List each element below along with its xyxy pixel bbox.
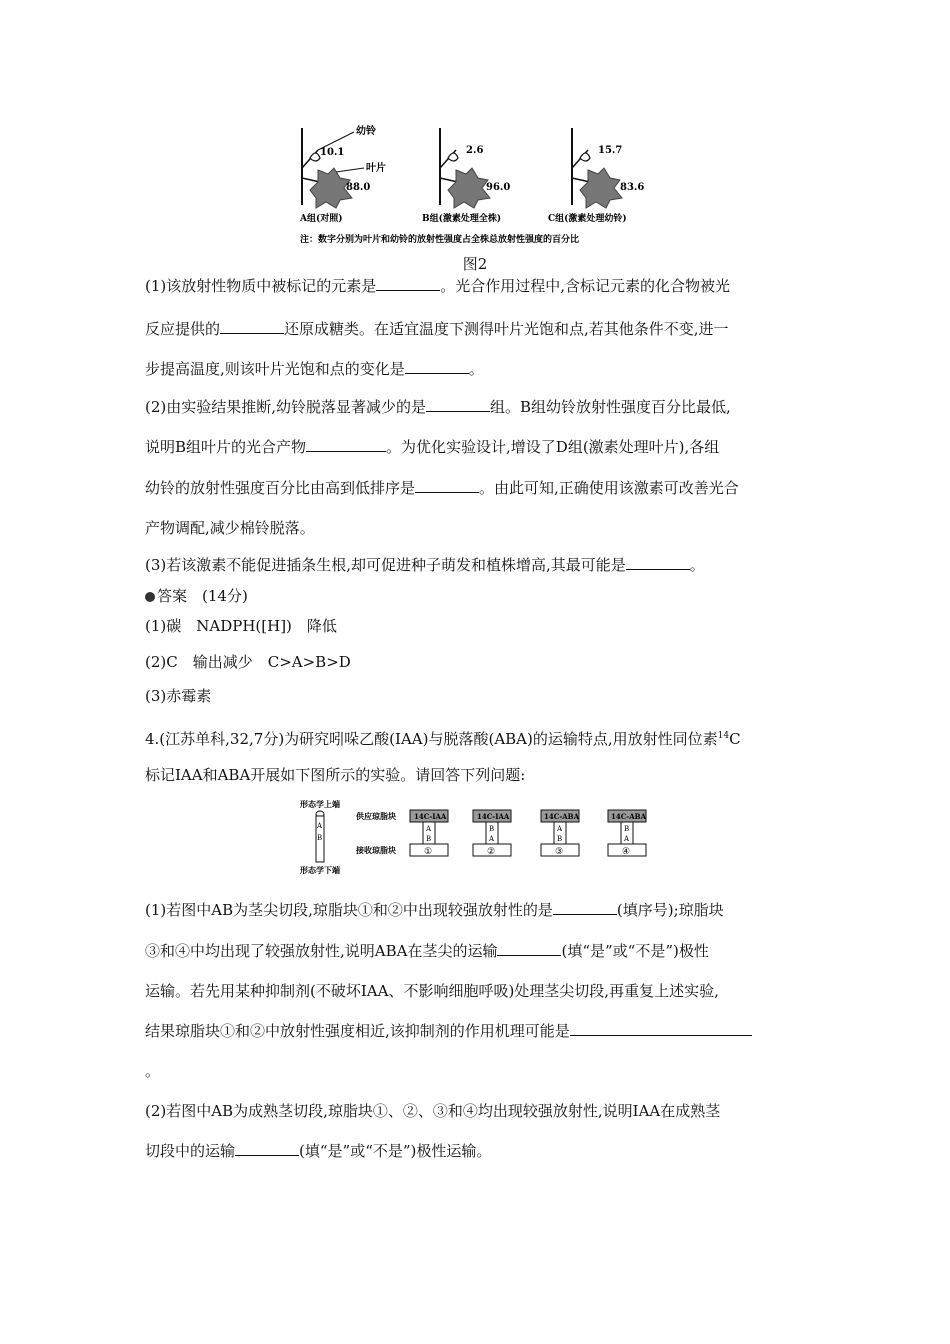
bottom-end-label: 形态学下端 xyxy=(300,865,340,875)
figure-note: 注：数字分别为叶片和幼铃的放射性强度占全株总放射性强度的百分比 xyxy=(300,235,580,245)
leaf-icon xyxy=(580,168,622,208)
q1-line-2: 反应提供的 还原成糖类。在适宜温度下测得叶片光饱和点,若其他条件不变,进一 xyxy=(145,320,729,338)
svg-text:B: B xyxy=(624,825,630,833)
q1-line-3: 步提高温度,则该叶片光饱和点的变化是 。 xyxy=(145,360,484,378)
top-end-label: 形态学上端 xyxy=(300,799,340,809)
group-c-plant xyxy=(548,128,644,224)
svg-text:14C-ABA: 14C-ABA xyxy=(544,812,579,821)
svg-text:②: ② xyxy=(487,847,496,857)
leaf-value-a: 88.0 xyxy=(346,182,371,193)
svg-text:A: A xyxy=(489,835,495,843)
svg-text:14C-ABA: 14C-ABA xyxy=(611,812,646,821)
answer-blank xyxy=(426,397,490,412)
svg-text:A: A xyxy=(426,825,432,833)
svg-text:14C-IAA: 14C-IAA xyxy=(414,812,447,821)
boll-value-a: 10.1 xyxy=(320,147,345,158)
answer-header: 答案 (14分) xyxy=(145,586,248,606)
answer-blank xyxy=(626,555,690,570)
answer-blank xyxy=(553,900,617,915)
answer-3: (3)赤霉素 xyxy=(145,687,212,705)
agar-setup-4 xyxy=(608,810,647,857)
group-b-plant xyxy=(422,128,510,224)
q4-part1-line-4: 结果琼脂块①和②中放射性强度相近,该抑制剂的作用机理可能是 xyxy=(145,1021,752,1041)
caption-a: A组(对照) xyxy=(300,214,343,224)
q4-part2-line-1: (2)若图中AB为成熟茎切段,琼脂块①、②、③和④均出现较强放射性,说明IAA在成熟茎 xyxy=(145,1102,721,1120)
q2-line-3: 幼铃的放射性强度百分比由高到低排序是 。由此可知,正确使用该激素可改善光合 xyxy=(145,479,739,497)
transport-experiment-diagram xyxy=(298,798,652,876)
agar-setup-1 xyxy=(410,810,448,857)
q3-line: (3)若该激素不能促进插条生根,却可促进种子萌发和植株增高,其最可能是 。 xyxy=(145,556,705,574)
figure-2-label: 图2 xyxy=(462,255,488,273)
q4-part1-line-2: ③和④中均出现了较强放射性,说明ABA在茎尖的运输 (填“是”或“不是”)极性 xyxy=(145,942,709,960)
boll-value-b: 2.6 xyxy=(466,145,484,156)
agar-setup-3 xyxy=(541,810,580,857)
svg-text:①: ① xyxy=(424,847,433,857)
answer-icon xyxy=(145,592,155,602)
leaf-value-b: 96.0 xyxy=(486,182,511,193)
answer-blank xyxy=(376,276,440,291)
q4-part1-line-3: 运输。若先用某种抑制剂(不破坏IAA、不影响细胞呼吸)处理茎尖切段,再重复上述实验, xyxy=(145,982,719,1000)
caption-b: B组(激素处理全株) xyxy=(422,214,502,224)
svg-text:B: B xyxy=(317,834,323,842)
svg-text:A: A xyxy=(557,825,563,833)
answer-blank xyxy=(497,941,561,956)
svg-text:④: ④ xyxy=(622,847,631,857)
answer-blank xyxy=(570,1021,752,1036)
figure-2-diagram xyxy=(296,120,660,252)
group-a-plant xyxy=(299,124,386,224)
svg-text:B: B xyxy=(426,835,432,843)
q4-part1-line-5: 。 xyxy=(145,1062,161,1080)
q4-intro-line-2: 标记IAA和ABA开展如下图所示的实验。请回答下列问题: xyxy=(145,766,526,784)
svg-text:14C-IAA: 14C-IAA xyxy=(477,812,510,821)
q1-line-1: (1)该放射性物质中被标记的元素是 。光合作用过程中,含标记元素的化合物被光 xyxy=(145,277,731,295)
supply-agar-label: 供应琼脂块 xyxy=(356,811,396,821)
q4-part1-line-1: (1)若图中AB为茎尖切段,琼脂块①和②中出现较强放射性的是 (填序号);琼脂块 xyxy=(145,901,724,919)
svg-text:A: A xyxy=(317,822,323,830)
q2-line-4: 产物调配,减少棉铃脱落。 xyxy=(145,519,315,537)
leaf-value-c: 83.6 xyxy=(620,182,645,193)
svg-text:B: B xyxy=(557,835,563,843)
boll-icon xyxy=(448,153,458,161)
callout-leaf: 叶片 xyxy=(366,163,386,174)
q4-intro-line-1: 4.(江苏单科,32,7分)为研究吲哚乙酸(IAA)与脱落酸(ABA)的运输特点,用放射性同位素$^{14}$C xyxy=(145,730,741,748)
answer-blank xyxy=(415,478,479,493)
boll-value-c: 15.7 xyxy=(598,145,623,156)
callout-boll: 幼铃 xyxy=(356,126,376,137)
answer-blank xyxy=(235,1141,299,1156)
stem-segment xyxy=(300,799,340,875)
svg-text:B: B xyxy=(489,825,495,833)
receive-agar-label: 接收琼脂块 xyxy=(356,845,396,855)
caption-c: C组(激素处理幼铃) xyxy=(548,214,627,224)
answer-blank xyxy=(306,437,386,452)
svg-text:③: ③ xyxy=(555,847,564,857)
answer-2: (2)C 输出减少 C>A>B>D xyxy=(145,653,351,671)
answer-blank xyxy=(220,319,284,334)
q2-line-2: 说明B组叶片的光合产物 。为优化实验设计,增设了D组(激素处理叶片),各组 xyxy=(145,438,720,456)
boll-icon xyxy=(310,153,320,161)
q4-part2-line-2: 切段中的运输 (填“是”或“不是”)极性运输。 xyxy=(145,1142,492,1160)
svg-text:A: A xyxy=(624,835,630,843)
leaf-icon xyxy=(448,168,490,208)
q2-line-1: (2)由实验结果推断,幼铃脱落显著减少的是 组。B组幼铃放射性强度百分比最低, xyxy=(145,398,731,416)
boll-icon xyxy=(580,153,590,161)
answer-blank xyxy=(405,359,469,374)
agar-setup-2 xyxy=(473,810,511,857)
answer-1: (1)碳 NADPH([H]) 降低 xyxy=(145,617,337,635)
